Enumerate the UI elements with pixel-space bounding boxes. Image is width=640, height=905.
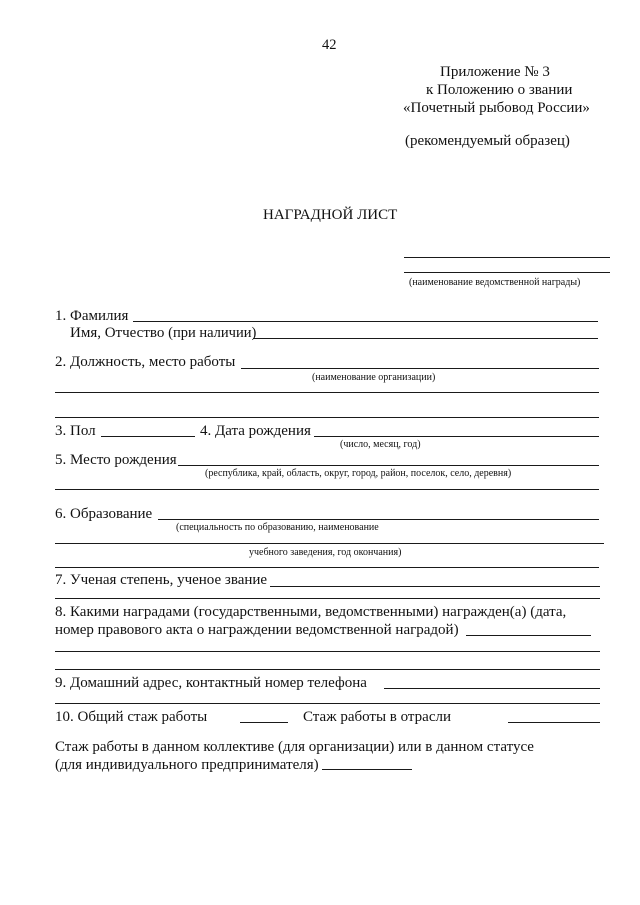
- birthplace-field[interactable]: [178, 465, 599, 466]
- page-title: НАГРАДНОЙ ЛИСТ: [263, 207, 398, 223]
- surname-label: 1. Фамилия: [55, 308, 129, 324]
- sex-label: 3. Пол: [55, 423, 96, 439]
- awards-label-line-1: 8. Какими наградами (государственными, ведомственными) награжден(а) (дата,: [55, 604, 567, 620]
- position-extra-line-2[interactable]: [55, 417, 599, 418]
- collective-experience-field[interactable]: [322, 769, 412, 770]
- position-label: 2. Должность, место работы: [55, 354, 236, 370]
- total-experience-label: 10. Общий стаж работы: [55, 709, 208, 725]
- sample-note: (рекомендуемый образец): [405, 133, 570, 149]
- industry-experience-field[interactable]: [508, 722, 600, 723]
- birthplace-caption: (республика, край, область, округ, город, район, поселок, село, деревня): [205, 468, 512, 479]
- appendix-award-name: «Почетный рыбовод России»: [403, 100, 590, 116]
- award-name-caption: (наименование ведомственной награды): [409, 277, 581, 288]
- appendix-subtitle: к Положению о звании: [426, 82, 573, 98]
- birthplace-label: 5. Место рождения: [55, 452, 177, 468]
- collective-experience-label-line-1: Стаж работы в данном коллективе (для организации) или в данном статусе: [55, 739, 534, 755]
- degree-field[interactable]: [270, 586, 600, 587]
- address-extra-line[interactable]: [55, 703, 600, 704]
- birthplace-extra-line[interactable]: [55, 489, 599, 490]
- education-caption-1: (специальность по образованию, наименование: [176, 522, 379, 533]
- degree-label: 7. Ученая степень, ученое звание: [55, 572, 268, 588]
- page-number: 42: [322, 37, 337, 53]
- position-field[interactable]: [241, 368, 599, 369]
- awards-field[interactable]: [466, 635, 591, 636]
- education-field[interactable]: [158, 519, 599, 520]
- education-extra-line-1[interactable]: [55, 543, 604, 544]
- appendix-title: Приложение № 3: [440, 64, 550, 80]
- awards-extra-line-2[interactable]: [55, 669, 600, 670]
- address-field[interactable]: [384, 688, 600, 689]
- awards-extra-line-1[interactable]: [55, 651, 600, 652]
- birth-date-field[interactable]: [314, 436, 599, 437]
- award-name-line-2[interactable]: [404, 272, 610, 273]
- org-caption: (наименование организации): [312, 372, 436, 383]
- education-extra-line-2[interactable]: [55, 567, 599, 568]
- name-field[interactable]: [253, 338, 598, 339]
- sex-field[interactable]: [101, 436, 195, 437]
- education-caption-2: учебного заведения, год окончания): [249, 547, 402, 558]
- degree-extra-line[interactable]: [55, 598, 600, 599]
- name-label: Имя, Отчество (при наличии): [70, 325, 257, 341]
- date-caption: (число, месяц, год): [340, 439, 421, 450]
- industry-experience-label: Стаж работы в отрасли: [303, 709, 451, 725]
- total-experience-field[interactable]: [240, 722, 288, 723]
- birth-date-label: 4. Дата рождения: [200, 423, 311, 439]
- collective-experience-label-line-2: (для индивидуального предпринимателя): [55, 757, 319, 773]
- awards-label-line-2: номер правового акта о награждении ведомственной наградой): [55, 622, 459, 638]
- education-label: 6. Образование: [55, 506, 153, 522]
- award-name-line-1[interactable]: [404, 257, 610, 258]
- surname-field[interactable]: [133, 321, 598, 322]
- address-label: 9. Домашний адрес, контактный номер телефона: [55, 675, 367, 691]
- position-extra-line-1[interactable]: [55, 392, 599, 393]
